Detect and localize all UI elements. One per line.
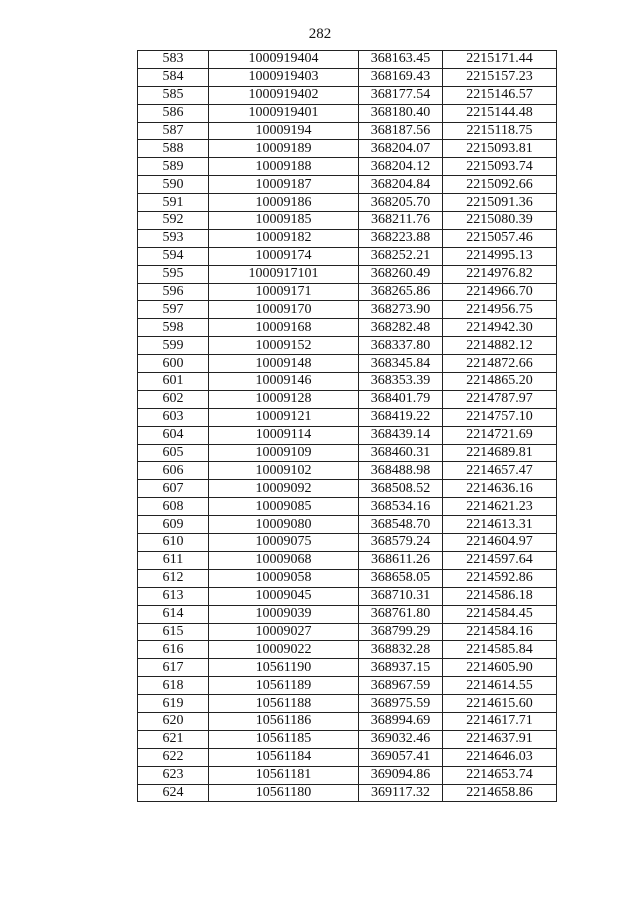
y-coordinate-cell: 2214658.86 [443,784,557,802]
row-number-cell: 601 [138,373,209,391]
table-row [138,748,557,766]
y-coordinate-cell: 2215118.75 [443,122,557,140]
point-id-cell: 10561180 [209,784,359,802]
point-id-cell: 10009068 [209,551,359,569]
point-id-cell: 10009121 [209,408,359,426]
row-number-cell: 591 [138,194,209,212]
y-coordinate-cell: 2215144.48 [443,104,557,122]
row-number-cell: 619 [138,695,209,713]
x-coordinate-cell: 368204.07 [359,140,443,158]
table-row [138,730,557,748]
point-id-cell: 10561181 [209,766,359,784]
row-number-cell: 613 [138,587,209,605]
row-number-cell: 592 [138,212,209,230]
table-row [138,766,557,784]
table-row [138,319,557,337]
y-coordinate-cell: 2214865.20 [443,373,557,391]
point-id-cell: 10009188 [209,158,359,176]
table-row [138,68,557,86]
row-number-cell: 586 [138,104,209,122]
point-id-cell: 10561189 [209,677,359,695]
table-row [138,462,557,480]
point-id-cell: 10009168 [209,319,359,337]
x-coordinate-cell: 368223.88 [359,229,443,247]
y-coordinate-cell: 2214585.84 [443,641,557,659]
row-number-cell: 612 [138,569,209,587]
row-number-cell: 617 [138,659,209,677]
y-coordinate-cell: 2214597.64 [443,551,557,569]
point-id-cell: 10561186 [209,712,359,730]
y-coordinate-cell: 2214617.71 [443,712,557,730]
x-coordinate-cell: 369094.86 [359,766,443,784]
row-number-cell: 590 [138,176,209,194]
row-number-cell: 616 [138,641,209,659]
y-coordinate-cell: 2215092.66 [443,176,557,194]
row-number-cell: 597 [138,301,209,319]
coordinates-table [137,50,557,802]
y-coordinate-cell: 2214621.23 [443,498,557,516]
point-id-cell: 10009058 [209,569,359,587]
y-coordinate-cell: 2214646.03 [443,748,557,766]
point-id-cell: 10009189 [209,140,359,158]
row-number-cell: 594 [138,247,209,265]
table-row [138,641,557,659]
row-number-cell: 614 [138,605,209,623]
y-coordinate-cell: 2214605.90 [443,659,557,677]
x-coordinate-cell: 368967.59 [359,677,443,695]
x-coordinate-cell: 368710.31 [359,587,443,605]
y-coordinate-cell: 2214615.60 [443,695,557,713]
x-coordinate-cell: 368460.31 [359,444,443,462]
point-id-cell: 10009022 [209,641,359,659]
x-coordinate-cell: 368337.80 [359,337,443,355]
table-row [138,498,557,516]
y-coordinate-cell: 2215091.36 [443,194,557,212]
y-coordinate-cell: 2215080.39 [443,212,557,230]
y-coordinate-cell: 2214637.91 [443,730,557,748]
y-coordinate-cell: 2214966.70 [443,283,557,301]
table-row [138,534,557,552]
table-row [138,408,557,426]
point-id-cell: 10009182 [209,229,359,247]
table-row [138,212,557,230]
row-number-cell: 607 [138,480,209,498]
row-number-cell: 608 [138,498,209,516]
point-id-cell: 10009170 [209,301,359,319]
row-number-cell: 602 [138,390,209,408]
point-id-cell: 10009148 [209,355,359,373]
y-coordinate-cell: 2214995.13 [443,247,557,265]
y-coordinate-cell: 2214613.31 [443,516,557,534]
row-number-cell: 593 [138,229,209,247]
point-id-cell: 10561188 [209,695,359,713]
point-id-cell: 10009128 [209,390,359,408]
table-row [138,480,557,498]
x-coordinate-cell: 368204.84 [359,176,443,194]
table-row [138,695,557,713]
row-number-cell: 589 [138,158,209,176]
point-id-cell: 10009174 [209,247,359,265]
y-coordinate-cell: 2215093.74 [443,158,557,176]
y-coordinate-cell: 2214976.82 [443,265,557,283]
y-coordinate-cell: 2214882.12 [443,337,557,355]
y-coordinate-cell: 2215093.81 [443,140,557,158]
x-coordinate-cell: 368658.05 [359,569,443,587]
y-coordinate-cell: 2214872.66 [443,355,557,373]
y-coordinate-cell: 2214721.69 [443,426,557,444]
x-coordinate-cell: 368832.28 [359,641,443,659]
x-coordinate-cell: 368937.15 [359,659,443,677]
y-coordinate-cell: 2214584.16 [443,623,557,641]
x-coordinate-cell: 368204.12 [359,158,443,176]
x-coordinate-cell: 368994.69 [359,712,443,730]
row-number-cell: 623 [138,766,209,784]
point-id-cell: 10009187 [209,176,359,194]
x-coordinate-cell: 368265.86 [359,283,443,301]
table-row [138,677,557,695]
table-row [138,623,557,641]
table-row [138,605,557,623]
point-id-cell: 10009045 [209,587,359,605]
x-coordinate-cell: 368252.21 [359,247,443,265]
row-number-cell: 610 [138,534,209,552]
y-coordinate-cell: 2214614.55 [443,677,557,695]
table-row [138,247,557,265]
row-number-cell: 609 [138,516,209,534]
row-number-cell: 606 [138,462,209,480]
point-id-cell: 10009027 [209,623,359,641]
x-coordinate-cell: 368488.98 [359,462,443,480]
y-coordinate-cell: 2214604.97 [443,534,557,552]
point-id-cell: 1000917101 [209,265,359,283]
y-coordinate-cell: 2215146.57 [443,86,557,104]
x-coordinate-cell: 368180.40 [359,104,443,122]
point-id-cell: 1000919402 [209,86,359,104]
table-row [138,51,557,69]
point-id-cell: 10009186 [209,194,359,212]
point-id-cell: 10009075 [209,534,359,552]
row-number-cell: 622 [138,748,209,766]
point-id-cell: 10009092 [209,480,359,498]
x-coordinate-cell: 368401.79 [359,390,443,408]
y-coordinate-cell: 2214592.86 [443,569,557,587]
table-row [138,122,557,140]
y-coordinate-cell: 2214757.10 [443,408,557,426]
table-row [138,301,557,319]
x-coordinate-cell: 369057.41 [359,748,443,766]
point-id-cell: 10009080 [209,516,359,534]
table-row [138,176,557,194]
table-row [138,426,557,444]
row-number-cell: 588 [138,140,209,158]
y-coordinate-cell: 2214636.16 [443,480,557,498]
table-row [138,551,557,569]
table-row [138,229,557,247]
point-id-cell: 10009102 [209,462,359,480]
x-coordinate-cell: 368345.84 [359,355,443,373]
point-id-cell: 10009185 [209,212,359,230]
table-row [138,104,557,122]
x-coordinate-cell: 368975.59 [359,695,443,713]
table-row [138,337,557,355]
y-coordinate-cell: 2214584.45 [443,605,557,623]
row-number-cell: 604 [138,426,209,444]
table-row [138,659,557,677]
table-row [138,569,557,587]
row-number-cell: 618 [138,677,209,695]
point-id-cell: 1000919401 [209,104,359,122]
x-coordinate-cell: 368508.52 [359,480,443,498]
x-coordinate-cell: 368163.45 [359,51,443,69]
table-row [138,390,557,408]
point-id-cell: 10009109 [209,444,359,462]
table-row [138,194,557,212]
point-id-cell: 10009039 [209,605,359,623]
y-coordinate-cell: 2215171.44 [443,51,557,69]
y-coordinate-cell: 2215057.46 [443,229,557,247]
row-number-cell: 605 [138,444,209,462]
y-coordinate-cell: 2215157.23 [443,68,557,86]
x-coordinate-cell: 368579.24 [359,534,443,552]
point-id-cell: 10009146 [209,373,359,391]
x-coordinate-cell: 368611.26 [359,551,443,569]
x-coordinate-cell: 369032.46 [359,730,443,748]
x-coordinate-cell: 368205.70 [359,194,443,212]
y-coordinate-cell: 2214586.18 [443,587,557,605]
row-number-cell: 624 [138,784,209,802]
table-row [138,140,557,158]
point-id-cell: 10561185 [209,730,359,748]
table-row [138,712,557,730]
row-number-cell: 585 [138,86,209,104]
point-id-cell: 10009194 [209,122,359,140]
table-row [138,158,557,176]
row-number-cell: 587 [138,122,209,140]
row-number-cell: 620 [138,712,209,730]
row-number-cell: 584 [138,68,209,86]
x-coordinate-cell: 368534.16 [359,498,443,516]
row-number-cell: 603 [138,408,209,426]
table-row [138,86,557,104]
row-number-cell: 615 [138,623,209,641]
y-coordinate-cell: 2214942.30 [443,319,557,337]
x-coordinate-cell: 368353.39 [359,373,443,391]
table-row [138,587,557,605]
x-coordinate-cell: 368169.43 [359,68,443,86]
table-row [138,444,557,462]
x-coordinate-cell: 368548.70 [359,516,443,534]
point-id-cell: 1000919403 [209,68,359,86]
row-number-cell: 600 [138,355,209,373]
x-coordinate-cell: 368273.90 [359,301,443,319]
x-coordinate-cell: 368260.49 [359,265,443,283]
x-coordinate-cell: 368799.29 [359,623,443,641]
x-coordinate-cell: 368177.54 [359,86,443,104]
row-number-cell: 583 [138,51,209,69]
table-row [138,355,557,373]
row-number-cell: 595 [138,265,209,283]
table-row [138,516,557,534]
point-id-cell: 10009085 [209,498,359,516]
point-id-cell: 10561190 [209,659,359,677]
row-number-cell: 596 [138,283,209,301]
table-row [138,283,557,301]
y-coordinate-cell: 2214689.81 [443,444,557,462]
x-coordinate-cell: 368211.76 [359,212,443,230]
table-row [138,373,557,391]
x-coordinate-cell: 369117.32 [359,784,443,802]
x-coordinate-cell: 368439.14 [359,426,443,444]
row-number-cell: 598 [138,319,209,337]
table-row [138,784,557,802]
x-coordinate-cell: 368419.22 [359,408,443,426]
row-number-cell: 621 [138,730,209,748]
point-id-cell: 10009114 [209,426,359,444]
point-id-cell: 10009152 [209,337,359,355]
x-coordinate-cell: 368187.56 [359,122,443,140]
row-number-cell: 611 [138,551,209,569]
page-number: 282 [308,26,332,42]
row-number-cell: 599 [138,337,209,355]
point-id-cell: 10009171 [209,283,359,301]
y-coordinate-cell: 2214787.97 [443,390,557,408]
y-coordinate-cell: 2214653.74 [443,766,557,784]
x-coordinate-cell: 368761.80 [359,605,443,623]
point-id-cell: 1000919404 [209,51,359,69]
y-coordinate-cell: 2214956.75 [443,301,557,319]
table-row [138,265,557,283]
x-coordinate-cell: 368282.48 [359,319,443,337]
point-id-cell: 10561184 [209,748,359,766]
y-coordinate-cell: 2214657.47 [443,462,557,480]
table-body [138,51,557,802]
